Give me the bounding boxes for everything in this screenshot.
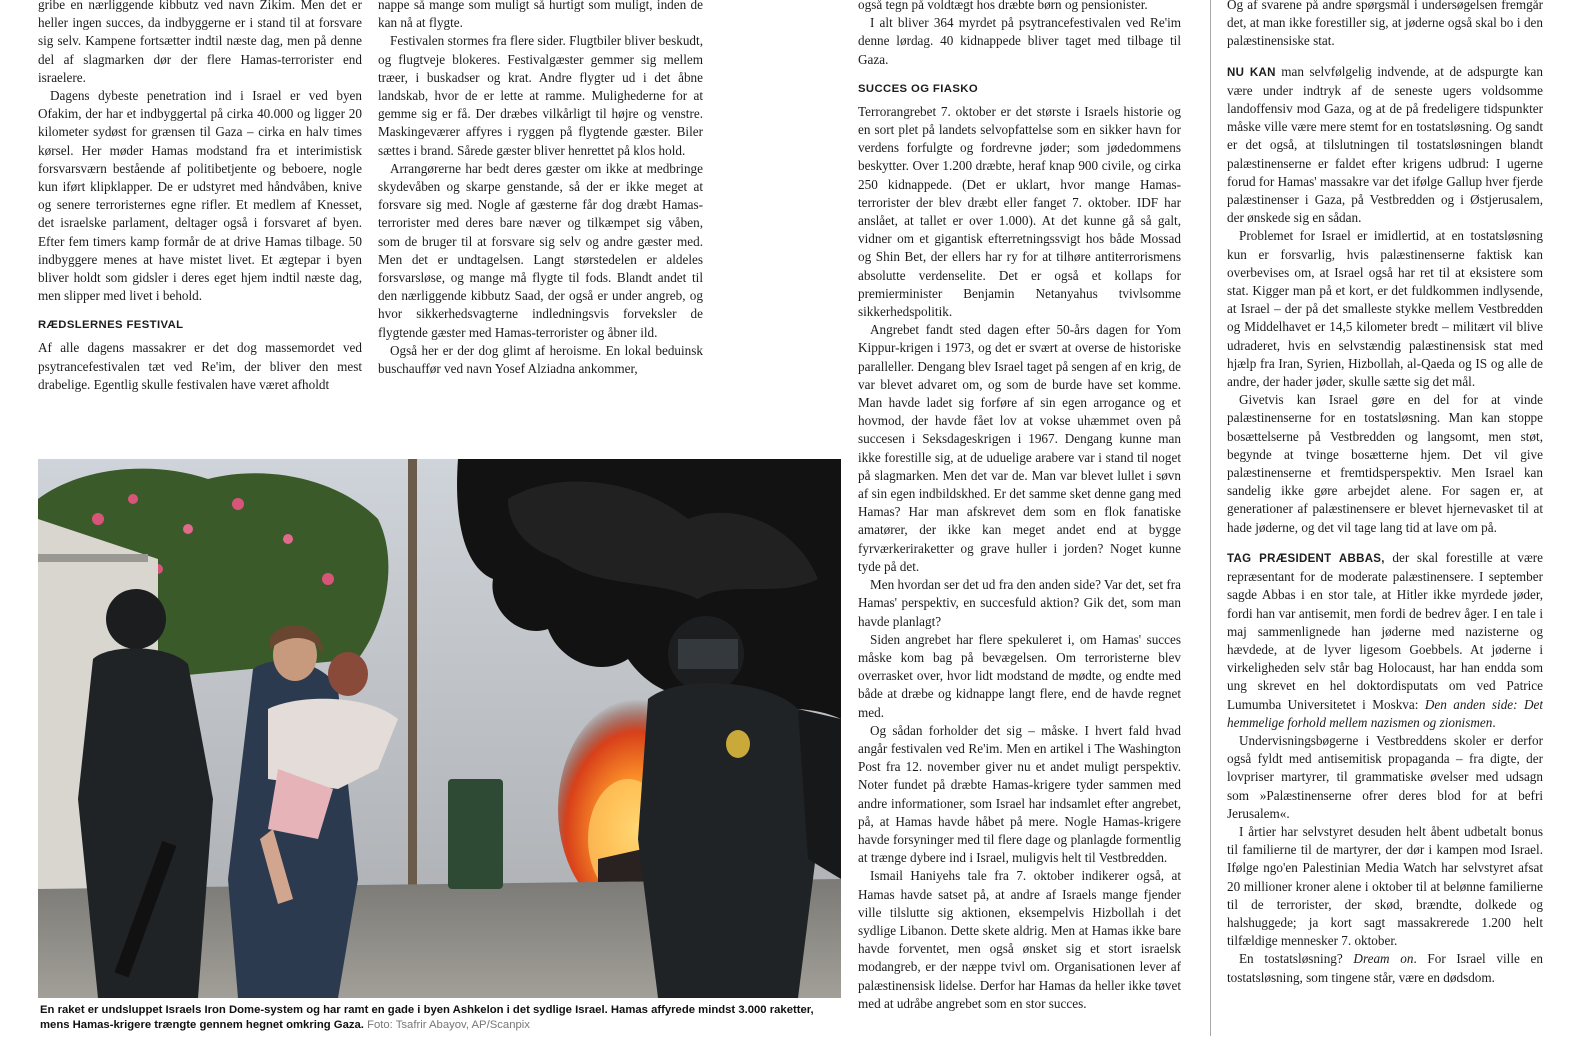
- article-column-4: [1227, 0, 1543, 1041]
- body-paragraph: Undervisningsbøgerne i Vestbreddens skoler er derfor også fyldt med antisemitisk propaganda – fra digte, der lovpriser martyrer, til grammatiske øvelser med udsagn som »Palæstinenserne ofrer deres blod for at befri Jerusalem«.: [1227, 732, 1543, 821]
- news-photo: [38, 459, 841, 998]
- article-column-3: [858, 0, 1181, 1041]
- body-paragraph: Og sådan forholder det sig – måske. I hvert fald hvad angår festivalen ved Re'im. Men en artikel i The Washington Post fra 12. november giver nu et andet muligt perspektiv. Noter fundet på dræbte Hamas-krigere tyder sammen med andre informationer, som Israel har indsamlet efter angrebet, på, at Hamas havde håbet på mere. Nogle Hamas-krigere havde forsyninger med til flere dage og planlagde formentlig at trænge dybere ind i Israel, muligvis helt til Vestbredden.: [858, 722, 1181, 866]
- body-paragraph: Af alle dagens massakrer er det dog massemordet ved psytrancefestivalen tæt ved Re'im, der bliver den mest drabelige. Egentlig skulle festivalen have været afholdt: [38, 340, 362, 392]
- body-paragraph: TAG PRÆSIDENT ABBAS, der skal forestille at være repræsentant for de moderate palæstinensere. I september sagde Abbas i en stor tale, at Hitler ikke myrdede jøder, fordi han var antisemit, men fordi de bedrev åger. I en tale i maj sammenlignede han jøderne med nazisterne og hævdede, at de lyver ligesom Goebbels. At jøderne i virkeligheden selv står bag Holocaust, har han endda som ung skrevet en hel doktordisputats om ved Patrice Lumumba Universitetet i Moskva: Den anden side: Det hemmelige forhold mellem nazismen og zionismen.: [1227, 549, 1543, 730]
- body-paragraph: Arrangørerne har bedt deres gæster om ikke at medbringe skydevåben og skarpe genstande, så der er ikke meget at forsvare sig med. Nogle af gæsterne får dog dræbt Hamas-terrorister med deres bare næver og tilkæmpet sig våben, som de bruger til at forsvare sig selv og andre gæster med. Men det er undtagelsen. Langt størstedelen er aldeles forsvarsløse, og mange må flygte til fods. Blandt andet til den nærliggende kibbutz Saad, der også er under angreb, og hvor sikkerhedsvagterne indledningsvis forveksler de flygtende gæster med Hamas-terrorister og åbner ild.: [378, 160, 703, 340]
- lead-in: TAG PRÆSIDENT ABBAS,: [1227, 552, 1385, 565]
- body-paragraph: Men hvordan ser det ud fra den anden side? Var det, set fra Hamas' perspektiv, en succesfuld aktion? Gik det, som man havde planlagt?: [858, 577, 1181, 629]
- body-paragraph: nappe så mange som muligt så hurtigt som muligt, inden de kan nå at flygte.: [378, 0, 703, 31]
- article-column-1: [38, 0, 362, 408]
- section-heading: RÆDSLERNES FESTIVAL: [38, 319, 184, 332]
- trash-bin: [448, 779, 503, 889]
- body-paragraph: Dagens dybeste penetration ind i Israel er ved byen Ofakim, der har et indbyggertal på cirka 40.000 og ligger 20 kilometer sydøst for grænsen til Gaza – cirka en halv times kørsel. Her møder Hamas modstand fra et interimistisk forsvarsværn bestående af politibetjente og beboere, nogle kun iført klipklapper. De er udstyret med håndvåben, knive og senere terroristernes egne rifler. Et medlem af Knesset, det israelske parlament, deltager også i forsvaret af byen. Efter fem timers kamp formår de at drive Hamas tilbage. 50 indbyggere menes at have mistet livet. Et ægtepar i byen bliver holdt som gidsler i deres eget hjem indtil næste dag, men slipper med livet i behold.: [38, 88, 362, 304]
- body-paragraph: En tostatsløsning? Dream on. For Israel ville en tostatsløsning, som tingene står, være en dødsdom.: [1227, 951, 1543, 985]
- caption-text: En raket er undsluppet Israels Iron Dome-system og har ramt en gade i byen Ashkelon i det sydlige Israel. Hamas affyrede mindst 3.000 raketter, mens Hamas-krigere trængte gennem hegnet omkring Gaza.: [40, 1004, 814, 1031]
- body-paragraph: I alt bliver 364 myrdet på psytrancefestivalen ved Re'im denne lørdag. 40 kidnappede bliver taget med tilbage til Gaza.: [858, 15, 1181, 67]
- body-paragraph: Problemet for Israel er imidlertid, at en tostatsløsning kun er forsvarlig, hvis palæstinenserne faktisk kan overbevises om, at Israel også har ret til at eksistere som stat. Kigger man på et kort, er det fuldkommen indlysende, at Israel – der på det smalleste stykke mellem Vestbredden og Middelhavet er 14,5 kilometer bredt – militært vil blive udraderet, hvis en selvstændig palæstinensisk stat med hjælp fra Iran, Syrien, Hizbollah, al-Qaeda og IS og alle de andre, der hader jøder, skulle sætte sig det mål.: [1227, 228, 1543, 390]
- body-paragraph: Festivalen stormes fra flere sider. Flugtbiler bliver beskudt, og flugtveje blokeres. Festivalgæster gemmer sig mellem træer, i buskadser og krat. Andre flygter ud i det åbne landskab, hvor de er lette at ramme. Mulighederne for at gemme sig er få. Der dræbes vilkårligt til højre og venstre. Maskingeværer affyres i ryggen på flygtende gæster. Biler sættes i brand. Sårede gæster bliver henrettet på klos hold.: [378, 33, 703, 158]
- body-paragraph: Ismail Haniyehs tale fra 7. oktober indikerer også, at Hamas havde satset på, at andre af Israels mange fjender ville tilslutte sig aktionen, eksempelvis Hizbollah i det sydlige Libanon. Dette skete aldrig. Men at Hamas ikke bare havde forventet, men også ønsket sig et stort israelsk modangreb, er der næppe tvivl om. Organisationen lever af palæstinensisk lidelse. Derfor har Hamas da heller ikke tøvet med at udråbe angrebet som en stor succes.: [858, 868, 1181, 1011]
- body-paragraph: I årtier har selvstyret desuden helt åbent udbetalt bonus til familierne til de martyrer, der dør i kampen mod Israel. Ifølge ngo'en Palestinian Media Watch har selvstyret afsat 20 millioner kroner alene i oktober til at belønne familierne til de terrorister, der skød, brændte, dolkede og halshuggede; ja kort sagt massakrerede 1.200 helt tilfældige mennesker 7. oktober.: [1227, 823, 1543, 949]
- article-column-2: [378, 0, 703, 408]
- lead-in: NU KAN: [1227, 66, 1276, 79]
- book-title: Den anden side: Det hemmelige forhold mellem nazismen og zionismen: [1227, 696, 1543, 730]
- photo-credit: Foto: Tsafrir Abayov, AP/Scanpix: [367, 1019, 530, 1031]
- body-paragraph: NU KAN man selvfølgelig indvende, at de adspurgte kan være under indtryk af de seneste ugers voldsomme landoffensiv mod Gaza, og at de på fredeligere tidspunkter måske ville være mere stemt for en tostatsløsning. Og sandt er det også, at tilslutningen til tostatsløsningen blandt palæstinenserne er faldet efter krigens udbrud: I ugerne forud for Hamas' massakre var det ifølge Gallup hver fjerde palæstinenser i Gaza, på Vestbredden og i Østjerusalem, der ønskede sig en sådan.: [1227, 63, 1543, 226]
- body-paragraph: også tegn på voldtægt hos dræbte børn og pensionister.: [858, 0, 1148, 12]
- utility-pole: [408, 459, 417, 929]
- body-paragraph: Givetvis kan Israel gøre en del for at vinde palæstinenserne for en tostatsløsning. Man kan stoppe bosættelserne på Vestbredden og langsomt, men støt, begynde at tvinge bosætterne hjem. Det vil give palæstinenserne et fremtidsperspektiv. Men Israel kan sandelig ikke gøre arbejdet alene. For sagen er, at generationer af palæstinensere er blevet hjernevasket til at hade jøderne, og det vil tage lang tid at lave om på.: [1227, 392, 1543, 535]
- section-heading: SUCCES OG FIASKO: [858, 82, 979, 95]
- body-paragraph: gribe en nærliggende kibbutz ved navn Zikim. Men det er heller ingen succes, da indbyggerne er i stand til at forsvare sig selv. Kampene fortsætter indtil næste dag, men på denne del af slagmarken dør der flere Hamas-terrorister end israelere.: [38, 0, 362, 85]
- body-paragraph: Siden angrebet har flere spekuleret i, om Hamas' succes måske kom bag på bevægelsen. Om terroristerne blev overrasket over, hvor lidt modstand de mødte, og endte med både at dræbe og kidnappe langt flere, end de havde regnet med.: [858, 631, 1181, 720]
- photo-caption: [40, 1003, 840, 1033]
- body-paragraph: Også her er der dog glimt af heroisme. En lokal beduinsk buschauffør ved navn Yosef Alziadna ankommer,: [378, 342, 703, 377]
- police-officer-right: [638, 683, 818, 998]
- column-divider: [1210, 0, 1211, 1036]
- body-paragraph: Angrebet fandt sted dagen efter 50-års dagen for Yom Kippur-krigen i 1973, og det er svært at overse de historiske paralleller. Dengang blev Israel taget på sengen af en krig, de var blevet advaret om, og som de burde have set komme. Man havde ladet sig forføre af sin egen arrogance og et hovmod, der havde fået lov at vokse uhæmmet oven på succesen i Seksdageskrigen i 1967. Dengang kunne man ikke forestille sig, at de uduelige arabere var i stand til noget på slagmarken. Men det var de. Man var blevet lullet i søvn af sin egen indbildskhed. Er det samme sket denne gang med Hamas? Har man afskrevet dem som en flok fanatiske amatører, der ikke kan meget andet end at bygge fyrværkeriraketter og grave huller i jorden? Noget kunne tyde på det.: [858, 322, 1181, 574]
- body-paragraph: Og af svarene på andre spørgsmål i undersøgelsen fremgår det, at man ikke forestiller sig, at jøderne også skal bo i den palæstinensiske stat.: [1227, 0, 1543, 49]
- police-officer: [78, 648, 213, 998]
- body-paragraph: Terrorangrebet 7. oktober er det største i Israels historie og en sort plet på landets selvopfattelse som en sikker havn for verdens forfulgte og fordrevne jøder; som jødedommens beskytter. Over 1.200 dræbte, heraf knap 900 civile, og cirka 250 kidnappede. (Det er uklart, hvor mange Hamas-terrorister der blev dræbt eller fanget 7. oktober. IDF har anslået, at tallet er over 1.000). At det kunne gå så galt, vidner om et gigantisk efterretningssvigt hos både Mossad og Shin Bet, der ellers har ry for at tilhøre antiterrorismens absolutte verdenselite. Det er også et kollaps for premierminister Benjamin Netanyahus tvivlsomme sikkerhedspolitik.: [858, 103, 1181, 320]
